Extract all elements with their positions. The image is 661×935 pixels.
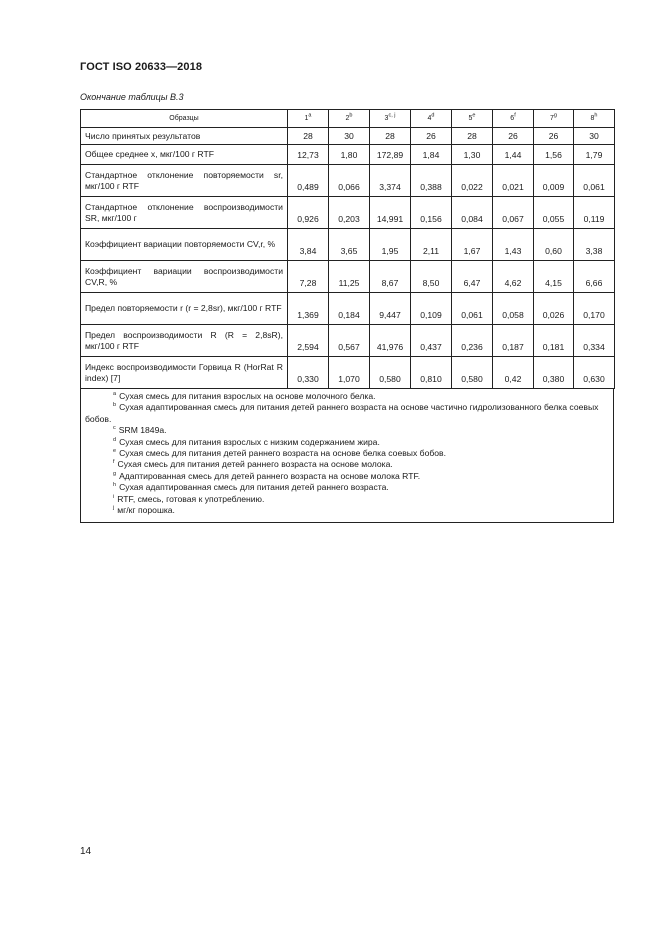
header-sample-footnote-mark: a — [308, 112, 312, 119]
footnote-text: RTF, смесь, готовая к употреблению. — [117, 493, 265, 504]
table-cell: 1,43 — [493, 229, 534, 261]
results-table — [80, 109, 615, 389]
header-sample-number: 5 — [468, 115, 473, 122]
table-cell: 0,055 — [534, 197, 574, 229]
footnote — [85, 482, 609, 493]
header-sample-number: 3 — [384, 115, 389, 122]
table-cell: 0,810 — [411, 357, 452, 389]
table-cell: 0,42 — [493, 357, 534, 389]
table-cell: 0,630 — [574, 357, 615, 389]
document-title: ГОСТ ISO 20633—2018 — [80, 61, 203, 73]
footnote-mark: f — [113, 459, 115, 466]
header-sample-number: 2 — [345, 115, 350, 122]
table-cell: 8,50 — [411, 261, 452, 293]
footnote-text: Сухая адаптированная смесь для питания детей раннего возраста на основе частично гидролизованного белка соевых бобов. — [85, 402, 599, 424]
table-cell: 0,330 — [288, 357, 329, 389]
footnote-text: Сухая смесь для питания детей раннего возраста на основе белка соевых бобов. — [119, 448, 447, 459]
table-cell: 1,070 — [329, 357, 370, 389]
footnote-text: мг/кг порошка. — [117, 505, 175, 516]
table-cell: 26 — [534, 128, 574, 145]
table-cell: 0,388 — [411, 165, 452, 197]
table-cell: 1,79 — [574, 145, 615, 165]
table-cell: 0,170 — [574, 293, 615, 325]
footnote — [85, 402, 609, 425]
table-cell: 0,437 — [411, 325, 452, 357]
table-cell: 1,80 — [329, 145, 370, 165]
header-sample-5 — [452, 110, 493, 128]
table-cell: 30 — [329, 128, 370, 145]
footnote — [85, 425, 609, 436]
header-sample-footnote-mark: f — [514, 112, 516, 119]
footnote-text: Адаптированная смесь для детей раннего возраста на основе молока RTF. — [119, 470, 421, 481]
table-cell: 1,67 — [452, 229, 493, 261]
table-cell: 2,11 — [411, 229, 452, 261]
table-cell: 28 — [370, 128, 411, 145]
table-row — [81, 261, 615, 293]
table-cell: 8,67 — [370, 261, 411, 293]
row-label: Предел повторяемости r (r = 2,8sr), мкг/100 г RTF — [81, 293, 288, 325]
footnote-mark: e — [113, 448, 117, 455]
table-cell: 4,62 — [493, 261, 534, 293]
table-cell: 30 — [574, 128, 615, 145]
table-cell: 7,28 — [288, 261, 329, 293]
footnote-text: SRM 1849a. — [118, 425, 167, 436]
table-cell: 3,65 — [329, 229, 370, 261]
row-label: Коэффициент вариации воспроизводимости CV,R, % — [81, 261, 288, 293]
header-sample-number: 8 — [590, 115, 595, 122]
table-cell: 0,181 — [534, 325, 574, 357]
table-cell: 0,380 — [534, 357, 574, 389]
header-sample-1 — [288, 110, 329, 128]
table-cell: 1,369 — [288, 293, 329, 325]
footnote-text: Сухая смесь для питания взрослых с низким содержанием жира. — [119, 436, 380, 447]
table-row — [81, 229, 615, 261]
row-label: Индекс воспроизводимости Горвица R (HorRat R index) [7] — [81, 357, 288, 389]
footnote-text: Сухая смесь для питания взрослых на основе молочного белка. — [119, 391, 376, 401]
table-cell: 0,567 — [329, 325, 370, 357]
footnote — [85, 448, 609, 459]
table-cell: 0,203 — [329, 197, 370, 229]
header-sample-footnote-mark: h — [594, 112, 598, 119]
header-sample-footnote-mark: g — [553, 112, 557, 119]
table-cell: 2,594 — [288, 325, 329, 357]
row-label: Стандартное отклонение воспроизводимости SR, мкг/100 г — [81, 197, 288, 229]
table-cell: 14,991 — [370, 197, 411, 229]
table-cell: 0,184 — [329, 293, 370, 325]
row-label: Предел воспроизводимости R (R = 2,8sR), мкг/100 г RTF — [81, 325, 288, 357]
footnote-mark: i — [113, 493, 115, 500]
table-caption: Окончание таблицы В.3 — [80, 92, 184, 102]
footnote-mark: a — [113, 391, 117, 398]
table-cell: 0,926 — [288, 197, 329, 229]
table-cell: 0,067 — [493, 197, 534, 229]
table-cell: 11,25 — [329, 261, 370, 293]
footnote — [85, 437, 609, 448]
footnote — [85, 459, 609, 470]
header-sample-3 — [370, 110, 411, 128]
header-sample-number: 6 — [510, 115, 515, 122]
footnote — [85, 391, 609, 402]
footnote-mark: h — [113, 482, 117, 489]
footnote-mark: c — [113, 425, 116, 432]
header-sample-6 — [493, 110, 534, 128]
footnote-text: Сухая адаптированная смесь для питания детей раннего возраста. — [119, 482, 389, 493]
header-sample-number: 1 — [304, 115, 309, 122]
table-cell: 0,580 — [370, 357, 411, 389]
table-cell: 0,156 — [411, 197, 452, 229]
row-label: Число принятых результатов — [81, 128, 288, 145]
header-sample-footnote-mark: b — [349, 112, 353, 119]
table-cell: 26 — [493, 128, 534, 145]
table-row — [81, 197, 615, 229]
table-row — [81, 357, 615, 389]
footnote-mark: b — [113, 402, 117, 409]
footnote — [85, 505, 609, 516]
header-sample-number: 4 — [427, 115, 432, 122]
row-label: Стандартное отклонение повторяемости sr, мкг/100 г RTF — [81, 165, 288, 197]
table-cell: 6,47 — [452, 261, 493, 293]
header-sample-7 — [534, 110, 574, 128]
table-cell: 0,119 — [574, 197, 615, 229]
table-header-row — [81, 110, 615, 128]
table-cell: 0,489 — [288, 165, 329, 197]
table-cell: 0,026 — [534, 293, 574, 325]
table-cell: 0,60 — [534, 229, 574, 261]
table-cell: 9,447 — [370, 293, 411, 325]
table-cell: 0,061 — [452, 293, 493, 325]
header-samples: Образцы — [81, 110, 288, 128]
footnote — [85, 494, 609, 505]
table-cell: 0,009 — [534, 165, 574, 197]
table-cell: 1,56 — [534, 145, 574, 165]
table-cell: 0,022 — [452, 165, 493, 197]
table-cell: 41,976 — [370, 325, 411, 357]
page-number: 14 — [80, 846, 92, 857]
table-cell: 0,236 — [452, 325, 493, 357]
header-sample-8 — [574, 110, 615, 128]
table-cell: 172,89 — [370, 145, 411, 165]
header-sample-2 — [329, 110, 370, 128]
header-sample-4 — [411, 110, 452, 128]
table-cell: 4,15 — [534, 261, 574, 293]
footnote-mark: j — [113, 505, 115, 512]
table-notes — [80, 389, 614, 523]
table-container — [80, 109, 614, 523]
table-row — [81, 165, 615, 197]
header-sample-footnote-mark: c, j — [388, 112, 396, 119]
table-cell: 1,30 — [452, 145, 493, 165]
table-cell: 1,95 — [370, 229, 411, 261]
footnote-mark: d — [113, 436, 117, 443]
table-cell: 0,066 — [329, 165, 370, 197]
footnote — [85, 471, 609, 482]
table-cell: 3,38 — [574, 229, 615, 261]
table-cell: 0,061 — [574, 165, 615, 197]
row-label: Коэффициент вариации повторяемости CV,r, % — [81, 229, 288, 261]
row-label: Общее среднее x, мкг/100 г RTF — [81, 145, 288, 165]
table-cell: 28 — [452, 128, 493, 145]
footnote-text: Сухая смесь для питания детей раннего возраста на основе молока. — [117, 459, 393, 470]
footnote-mark: g — [113, 470, 117, 477]
table-row — [81, 325, 615, 357]
header-sample-footnote-mark: e — [472, 112, 476, 119]
table-cell: 0,580 — [452, 357, 493, 389]
table-row — [81, 128, 615, 145]
header-sample-footnote-mark: d — [431, 112, 435, 119]
table-row — [81, 293, 615, 325]
table-cell: 12,73 — [288, 145, 329, 165]
table-cell: 6,66 — [574, 261, 615, 293]
table-cell: 1,84 — [411, 145, 452, 165]
table-row — [81, 145, 615, 165]
table-cell: 0,021 — [493, 165, 534, 197]
table-cell: 0,187 — [493, 325, 534, 357]
table-cell: 28 — [288, 128, 329, 145]
table-cell: 0,334 — [574, 325, 615, 357]
table-cell: 3,374 — [370, 165, 411, 197]
table-cell: 0,084 — [452, 197, 493, 229]
table-cell: 26 — [411, 128, 452, 145]
table-cell: 0,058 — [493, 293, 534, 325]
table-cell: 0,109 — [411, 293, 452, 325]
table-cell: 3,84 — [288, 229, 329, 261]
table-cell: 1,44 — [493, 145, 534, 165]
header-sample-number: 7 — [550, 115, 554, 122]
